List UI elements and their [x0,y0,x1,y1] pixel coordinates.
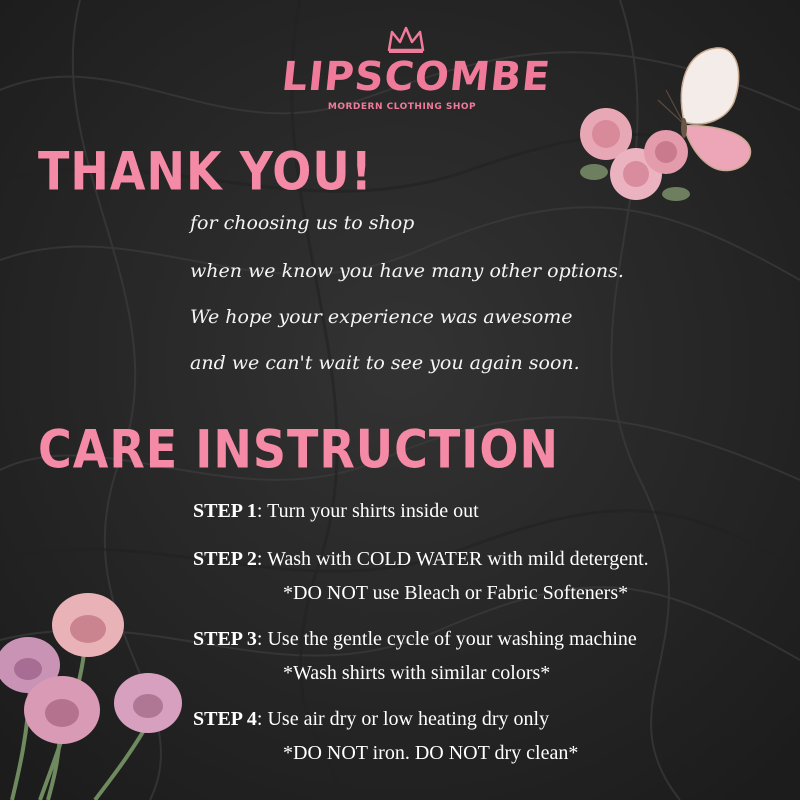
care-instruction-heading: CARE INSTRUCTION [38,418,559,481]
step-1-label: STEP 1 [193,500,257,522]
step-2-text: : Wash with COLD WATER with mild detergent. [256,548,649,570]
brand-tagline: MORDERN CLOTHING SHOP [327,102,477,112]
step-4-note: *DO NOT iron. DO NOT dry clean* [283,742,579,764]
rose-bouquet-icon [580,108,690,201]
butterfly-icon [566,44,756,214]
thank-you-line-3: We hope your experience was awesome [190,306,573,328]
step-4-text: : Use air dry or low heating dry only [256,708,550,730]
tulip-flowers-icon [0,585,190,800]
thank-you-line-1: for choosing us to shop [190,212,415,234]
step-1-text: : Turn your shirts inside out [256,500,479,522]
step-2-note: *DO NOT use Bleach or Fabric Softeners* [283,582,629,604]
step-2-label: STEP 2 [193,548,257,570]
brand-logo [279,26,553,126]
step-4-label: STEP 4 [193,708,257,730]
step-4 [193,708,549,731]
step-1 [193,500,479,523]
thank-you-line-2: when we know you have many other options. [190,260,624,282]
thank-you-heading: THANK YOU! [38,140,373,203]
step-3 [193,628,637,651]
brand-name: LIPSCOMBE [279,54,553,100]
step-2 [193,548,649,571]
step-3-text: : Use the gentle cycle of your washing machine [256,628,637,650]
thank-you-line-4: and we can't wait to see you again soon. [190,352,580,374]
step-3-label: STEP 3 [193,628,257,650]
step-3-note: *Wash shirts with similar colors* [283,662,551,684]
crown-icon [386,26,426,54]
